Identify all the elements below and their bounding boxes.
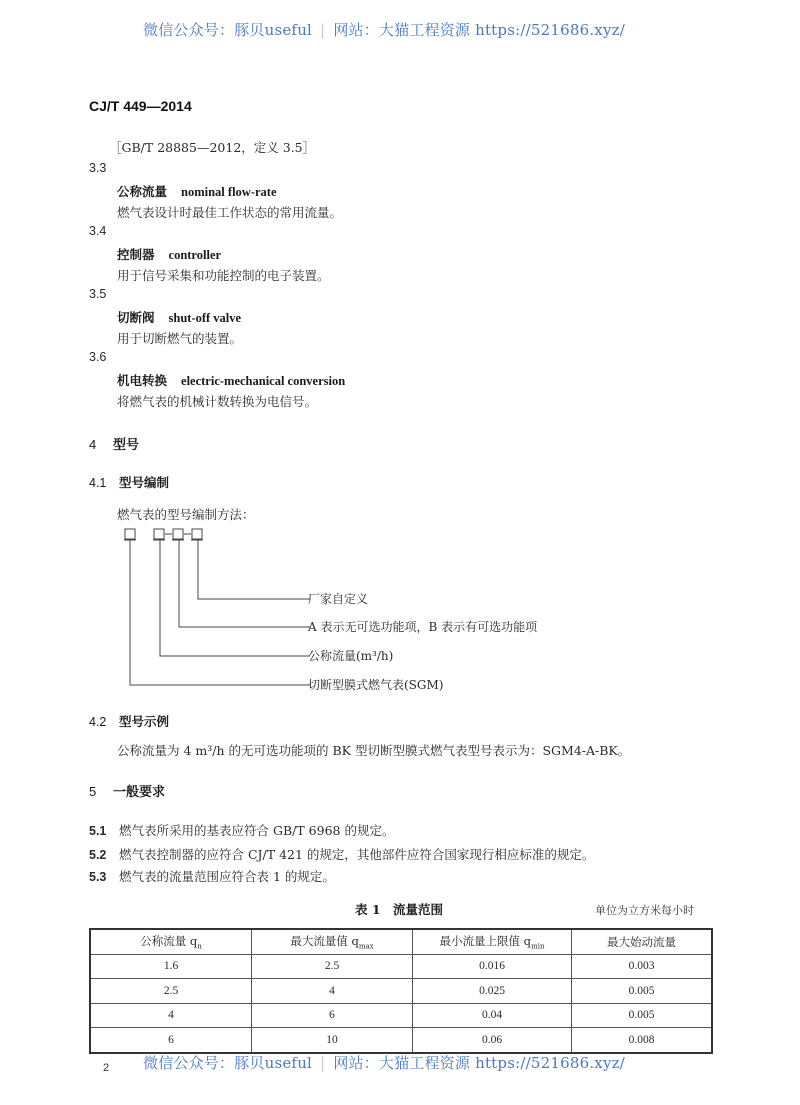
definition-number: 3.5 — [89, 287, 107, 301]
watermark-website: 网站：大猫工程资源 https://521686.xyz/ — [333, 1054, 625, 1072]
table-caption: 表 1 流量范围 — [355, 902, 444, 917]
cell-nominal: 4 — [90, 1003, 252, 1028]
watermark-bottom — [143, 1052, 625, 1073]
diagram-label-option: A 表示无可选功能项，B 表示有可选功能项 — [308, 620, 538, 634]
table-row — [90, 979, 712, 1004]
section-title: 一般要求 — [113, 785, 166, 800]
model-intro-text: 燃气表的型号编制方法： — [117, 507, 255, 522]
box-icon — [154, 529, 164, 539]
header-min-flow-upper: 最小流量上限值 $q_{min}$ — [413, 929, 572, 954]
watermark-top — [143, 19, 625, 40]
definition-text: 用于信号采集和功能控制的电子装置。 — [117, 268, 330, 283]
diagram-label-manufacturer: 厂家自定义 — [308, 592, 369, 606]
cell-max: 10 — [252, 1028, 413, 1053]
watermark-website: 网站：大猫工程资源 https://521686.xyz/ — [333, 21, 625, 39]
cell-start: 0.005 — [572, 1003, 713, 1028]
definition-term — [117, 308, 241, 326]
cell-min: 0.04 — [413, 1003, 572, 1028]
term-en: shut-off valve — [168, 311, 242, 325]
section-title: 型号 — [113, 438, 140, 453]
term-cn: 公称流量 — [117, 184, 168, 199]
table-row — [90, 1028, 712, 1053]
table-unit-note: 单位为立方米每小时 — [595, 904, 694, 917]
definition-number: 3.4 — [89, 224, 107, 238]
definition-term — [117, 371, 345, 389]
clause-number: 5.1 — [89, 824, 107, 838]
cell-min: 0.016 — [413, 954, 572, 979]
section-number: 5 — [89, 784, 97, 799]
subsection-heading-4-2 — [89, 712, 169, 730]
definition-text: 用于切断燃气的装置。 — [117, 331, 243, 346]
cell-nominal: 1.6 — [90, 954, 252, 979]
subsection-number: 4.1 — [89, 476, 107, 490]
clause-5-2 — [89, 845, 594, 863]
table-row — [90, 1003, 712, 1028]
clause-5-1 — [89, 821, 394, 839]
term-cn: 控制器 — [117, 247, 155, 262]
definition-term — [117, 245, 221, 263]
term-en: nominal flow-rate — [181, 185, 277, 199]
section-heading-5 — [89, 781, 165, 800]
cell-max: 4 — [252, 979, 413, 1004]
subsection-heading-4-1 — [89, 473, 169, 491]
cell-max: 6 — [252, 1003, 413, 1028]
term-cn: 切断阀 — [117, 310, 155, 325]
watermark-separator: | — [320, 21, 326, 39]
clause-number: 5.2 — [89, 848, 107, 862]
table-header-row — [90, 929, 712, 954]
definition-text: 将燃气表的机械计数转换为电信号。 — [117, 394, 318, 409]
reference-citation: ［GB/T 28885—2012，定义 3.5］ — [109, 140, 316, 155]
watermark-separator: | — [320, 1054, 326, 1072]
standard-code: CJ/T 449—2014 — [89, 98, 192, 114]
table-row — [90, 954, 712, 979]
definition-term — [117, 182, 277, 200]
section-number: 4 — [89, 437, 97, 452]
subsection-title: 型号编制 — [119, 475, 170, 490]
cell-nominal: 6 — [90, 1028, 252, 1053]
header-nominal-flow: 公称流量 $q_n$ — [90, 929, 252, 954]
clause-5-3 — [89, 867, 335, 885]
model-code-diagram — [115, 525, 315, 695]
clause-text: 燃气表的流量范围应符合表 1 的规定。 — [119, 869, 335, 884]
box-icon — [125, 529, 135, 539]
diagram-label-flow: 公称流量(m³/h) — [308, 649, 394, 663]
watermark-wechat: 微信公众号：豚贝useful — [143, 21, 313, 39]
cell-start: 0.003 — [572, 954, 713, 979]
watermark-wechat: 微信公众号：豚贝useful — [143, 1054, 313, 1072]
term-cn: 机电转换 — [117, 373, 168, 388]
clause-text: 燃气表所采用的基表应符合 GB/T 6968 的规定。 — [119, 823, 395, 838]
page-number: 2 — [103, 1062, 110, 1074]
definition-text: 燃气表设计时最佳工作状态的常用流量。 — [117, 205, 343, 220]
box-icon — [192, 529, 202, 539]
subsection-title: 型号示例 — [119, 714, 170, 729]
diagram-label-type: 切断型膜式燃气表(SGM) — [308, 678, 444, 692]
definition-number: 3.3 — [89, 161, 107, 175]
definition-number: 3.6 — [89, 350, 107, 364]
box-icon — [173, 529, 183, 539]
cell-min: 0.06 — [413, 1028, 572, 1053]
header-max-flow: 最大流量值 $q_{max}$ — [252, 929, 413, 954]
clause-text: 燃气表控制器的应符合 CJ/T 421 的规定，其他部件应符合国家现行相应标准的规定。 — [119, 847, 595, 862]
cell-max: 2.5 — [252, 954, 413, 979]
term-en: electric-mechanical conversion — [181, 374, 346, 388]
clause-number: 5.3 — [89, 870, 107, 884]
cell-nominal: 2.5 — [90, 979, 252, 1004]
subsection-number: 4.2 — [89, 715, 107, 729]
flow-range-table — [89, 928, 713, 1054]
model-example-text: 公称流量为 4 m³/h 的无可选功能项的 BK 型切断型膜式燃气表型号表示为：SGM4-A-BK。 — [117, 743, 631, 758]
header-max-start-flow: 最大始动流量 — [572, 929, 713, 954]
term-en: controller — [168, 248, 222, 262]
section-heading-4 — [89, 434, 139, 453]
cell-start: 0.008 — [572, 1028, 713, 1053]
cell-min: 0.025 — [413, 979, 572, 1004]
cell-start: 0.005 — [572, 979, 713, 1004]
